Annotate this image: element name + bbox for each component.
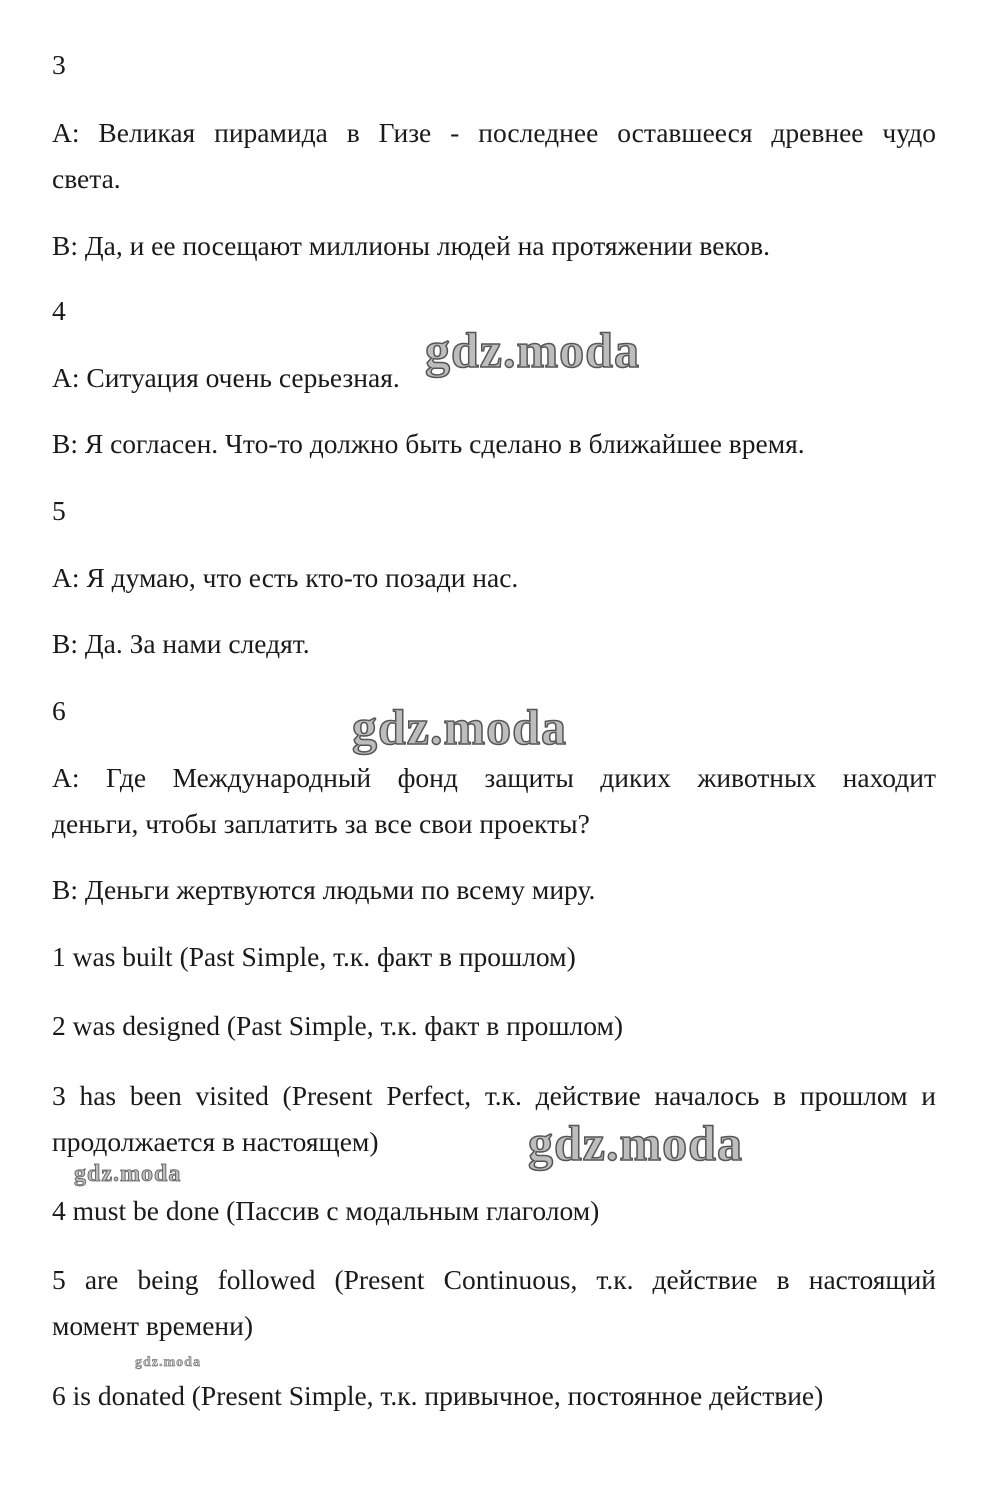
dialogue-line-a-6: A: Где Международный фонд защиты диких животных находит — [52, 762, 936, 793]
item-number-4: 4 — [52, 295, 66, 326]
watermark-logo: gdz.moda — [135, 1355, 201, 1370]
dialogue-line-a-3-cont: света. — [52, 163, 121, 194]
answer-5: 5 are being followed (Present Continuous, т.к. действие в настоящий — [52, 1264, 936, 1295]
watermark-logo: gdz.moda — [528, 1115, 743, 1171]
watermark-logo: gdz.moda — [74, 1161, 182, 1187]
dialogue-line-a-6-cont: деньги, чтобы заплатить за все свои проекты? — [52, 808, 590, 839]
item-number-6: 6 — [52, 695, 66, 726]
watermark-logo: gdz.moda — [425, 322, 640, 378]
watermark-logo: gdz.moda — [352, 699, 567, 755]
answer-5-cont: момент времени) — [52, 1310, 253, 1341]
dialogue-line-b-3: B: Да, и ее посещают миллионы людей на протяжении веков. — [52, 230, 770, 261]
dialogue-line-a-5: A: Я думаю, что есть кто-то позади нас. — [52, 562, 519, 593]
answer-6: 6 is donated (Present Simple, т.к. привычное, постоянное действие) — [52, 1380, 824, 1411]
answer-2: 2 was designed (Past Simple, т.к. факт в прошлом) — [52, 1010, 624, 1041]
answer-4: 4 must be done (Пассив с модальным глаголом) — [52, 1195, 600, 1226]
answer-3: 3 has been visited (Present Perfect, т.к. действие началось в прошлом и — [52, 1080, 936, 1111]
answer-1: 1 was built (Past Simple, т.к. факт в прошлом) — [52, 941, 576, 972]
answer-3-cont: продолжается в настоящем) — [52, 1126, 379, 1157]
dialogue-line-b-4: B: Я согласен. Что-то должно быть сделано в ближайшее время. — [52, 428, 805, 459]
dialogue-line-b-6: B: Деньги жертвуются людьми по всему миру. — [52, 874, 596, 905]
dialogue-line-a-4: A: Ситуация очень серьезная. — [52, 362, 400, 393]
dialogue-line-b-5: B: Да. За нами следят. — [52, 628, 310, 659]
item-number-3: 3 — [52, 49, 66, 80]
item-number-5: 5 — [52, 495, 66, 526]
dialogue-line-a-3: A: Великая пирамида в Гизе - последнее оставшееся древнее чудо — [52, 117, 936, 148]
